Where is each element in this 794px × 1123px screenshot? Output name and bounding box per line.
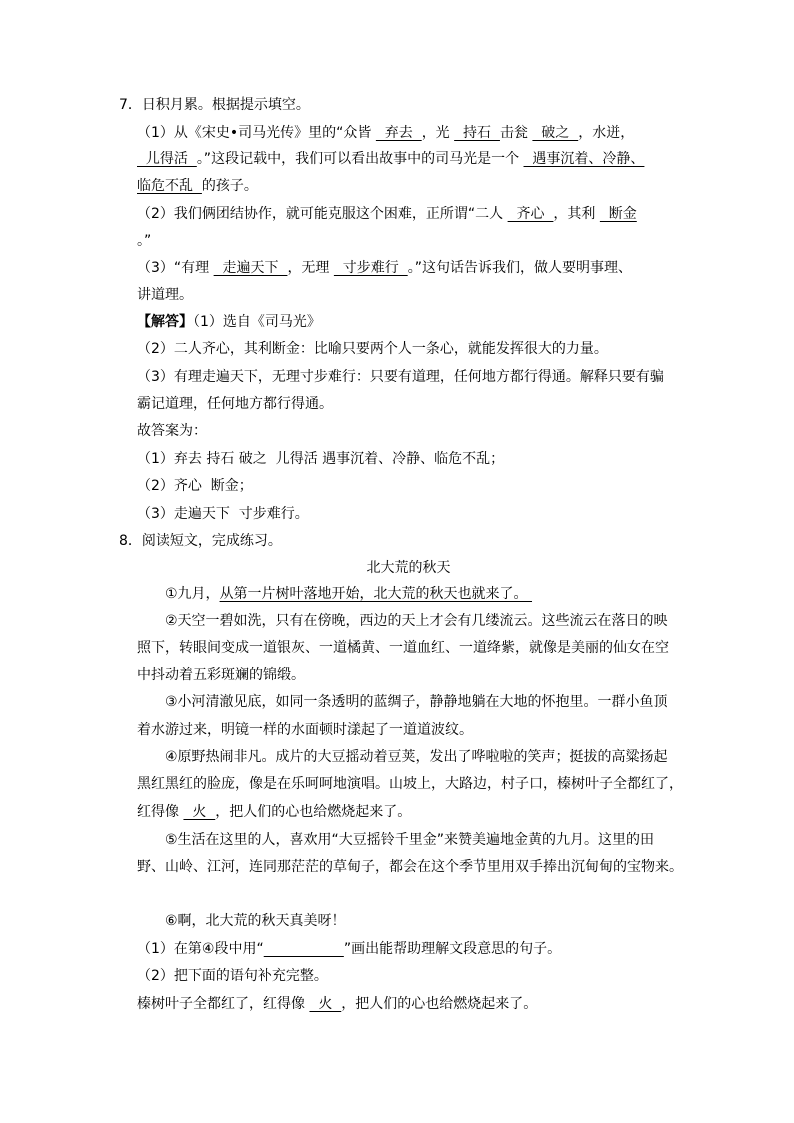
text-segment: ”画出能帮助理解文段意思的句子。 bbox=[343, 941, 562, 957]
answer-line bbox=[137, 477, 253, 495]
q8-item-2-sentence bbox=[137, 995, 537, 1013]
fill-in-blank-answer bbox=[264, 941, 344, 957]
text-segment: 故答案为： bbox=[137, 423, 207, 439]
answer-summary-label bbox=[137, 422, 207, 440]
text-segment: 8．阅读短文，完成练习。 bbox=[119, 533, 282, 549]
passage-title bbox=[137, 559, 680, 577]
passage-paragraph-2 bbox=[165, 612, 668, 630]
text-segment: ，其利 bbox=[553, 206, 600, 222]
passage-paragraph-6 bbox=[165, 912, 346, 930]
text-segment: （3）有理走遍天下，无理寸步难行：只要有道理，任何地方都行得通。解释只要有骗 bbox=[137, 369, 664, 385]
answer-line bbox=[137, 340, 608, 358]
text-segment: ，把人们的心也给燃烧起来了。 bbox=[215, 804, 412, 820]
passage-paragraph-4-cont bbox=[137, 803, 411, 821]
fill-in-blank-answer: 寸步难行 bbox=[333, 260, 408, 276]
passage-paragraph-5 bbox=[165, 831, 654, 849]
text-segment: （2）齐心 断金； bbox=[137, 478, 253, 494]
q7-item-3-cont bbox=[137, 286, 193, 304]
q7-item-2 bbox=[137, 205, 637, 223]
text-segment: ⑤生活在这里的人，喜欢用“大豆摇铃千里金”来赞美遍地金黄的九月。这里的田 bbox=[165, 832, 655, 848]
text-segment: 。”这句话告诉我们，做人要明事理、 bbox=[407, 260, 632, 276]
passage-paragraph-3-cont bbox=[137, 721, 473, 739]
answer-line bbox=[137, 505, 309, 523]
question-8-title bbox=[119, 532, 282, 550]
fill-in-blank-answer: 从第一片树叶落地开始，北大荒的秋天也就来了。 bbox=[219, 586, 533, 602]
fill-in-blank-answer: 临危不乱 bbox=[137, 178, 202, 194]
passage-paragraph-5-cont bbox=[137, 858, 683, 876]
text-segment: ③小河清澈见底，如同一条透明的蓝绸子，静静地躺在大地的怀抱里。一群小鱼顶 bbox=[165, 694, 668, 710]
text-segment: 榛树叶子全都红了，红得像 bbox=[137, 996, 310, 1012]
passage-paragraph-2-cont bbox=[137, 666, 305, 684]
fill-in-blank-answer: 齐心 bbox=[507, 206, 554, 222]
text-segment: （2）我们俩团结协作，就可能克服这个困难，正所谓“二人 bbox=[137, 206, 508, 222]
text-segment: 的孩子。 bbox=[201, 178, 258, 194]
passage-paragraph-1 bbox=[165, 585, 532, 603]
passage-paragraph-2-cont bbox=[137, 639, 669, 657]
answer-line bbox=[137, 395, 333, 413]
text-segment: （3）走遍天下 寸步难行。 bbox=[137, 506, 309, 522]
text-segment: 击瓮 bbox=[499, 125, 533, 141]
text-segment: 红得像 bbox=[137, 804, 184, 820]
text-segment: ②天空一碧如洗，只有在傍晚，西边的天上才会有几缕流云。这些流云在落日的映 bbox=[165, 613, 668, 629]
text-segment: ①九月， bbox=[165, 586, 220, 602]
text-segment: 照下，转眼间变成一道银灰、一道橘黄、一道血红、一道绛紫，就像是美丽的仙女在空 bbox=[137, 640, 669, 656]
fill-in-blank-answer: 走遍天下 bbox=[213, 260, 288, 276]
text-segment: ，无理 bbox=[287, 260, 334, 276]
fill-in-blank-answer: 火 bbox=[183, 804, 216, 820]
text-segment: 7．日积月累。根据提示填空。 bbox=[119, 97, 310, 113]
text-segment: 。” bbox=[137, 233, 152, 249]
text-segment: （1）选自《司马光》 bbox=[193, 314, 321, 330]
fill-in-blank-answer: 持石 bbox=[454, 125, 500, 141]
text-segment: 。”这段记载中，我们可以看出故事中的司马光是一个 bbox=[196, 151, 524, 167]
q8-item-1 bbox=[137, 940, 561, 958]
text-segment: ，把人们的心也给燃烧起来了。 bbox=[341, 996, 538, 1012]
text-segment: （2）二人齐心，其利断金：比喻只要两个人一条心，就能发挥很大的力量。 bbox=[137, 341, 608, 357]
text-segment: （1）在第④段中用“ bbox=[137, 941, 264, 957]
fill-in-blank-answer: 遇事沉着、冷静、 bbox=[523, 151, 645, 167]
text-segment: （1）从《宋史•司马光传》里的“众皆 bbox=[137, 125, 376, 141]
text-segment: 霸记道理，任何地方都行得通。 bbox=[137, 396, 333, 412]
text-segment: （3）“有理 bbox=[137, 260, 214, 276]
fill-in-blank-answer: 儿得活 bbox=[137, 151, 197, 167]
text-segment: 野、山岭、江河，连同那茫茫的草甸子，都会在这个季节里用双手捧出沉甸甸的宝物来。 bbox=[137, 859, 683, 875]
text-segment: ，光 bbox=[421, 125, 455, 141]
fill-in-blank-answer: 弃去 bbox=[375, 125, 422, 141]
text-segment: 北大荒的秋天 bbox=[366, 560, 451, 576]
passage-paragraph-3 bbox=[165, 693, 668, 711]
fill-in-blank-answer: 火 bbox=[309, 996, 342, 1012]
q7-item-2-cont bbox=[137, 232, 151, 250]
text-segment: ④原野热闹非凡。成片的大豆摇动着豆荚，发出了哗啦啦的笑声；挺拔的高粱扬起 bbox=[165, 749, 668, 765]
passage-paragraph-4-cont bbox=[137, 775, 683, 793]
q7-item-1 bbox=[137, 124, 634, 142]
passage-paragraph-4 bbox=[165, 748, 668, 766]
text-segment: 着水游过来，明镜一样的水面顿时漾起了一道道波纹。 bbox=[137, 722, 473, 738]
question-7-title bbox=[119, 96, 310, 114]
text-segment: 讲道理。 bbox=[137, 287, 193, 303]
text-segment: （1）弃去 持石 破之 儿得活 遇事沉着、冷静、临危不乱； bbox=[137, 451, 505, 467]
answer-label: 【解答】 bbox=[137, 314, 193, 330]
q7-item-1-cont bbox=[137, 177, 258, 195]
answer-heading bbox=[137, 313, 321, 331]
fill-in-blank-answer: 破之 bbox=[532, 125, 579, 141]
fill-in-blank-answer: 断金 bbox=[599, 206, 637, 222]
q8-item-2 bbox=[137, 967, 328, 985]
text-segment: （2）把下面的语句补充完整。 bbox=[137, 968, 328, 984]
text-segment: ，水迸， bbox=[578, 125, 635, 141]
q7-item-3 bbox=[137, 259, 632, 277]
text-segment: 中抖动着五彩斑斓的锦缎。 bbox=[137, 667, 305, 683]
answer-line bbox=[137, 368, 664, 386]
q7-item-1-cont bbox=[137, 150, 644, 168]
answer-line bbox=[137, 450, 504, 468]
text-segment: 黑红黑红的脸庞，像是在乐呵呵地演唱。山坡上，大路边，村子口，榛树叶子全都红了， bbox=[137, 776, 683, 792]
text-segment: ⑥啊，北大荒的秋天真美呀！ bbox=[165, 913, 346, 929]
